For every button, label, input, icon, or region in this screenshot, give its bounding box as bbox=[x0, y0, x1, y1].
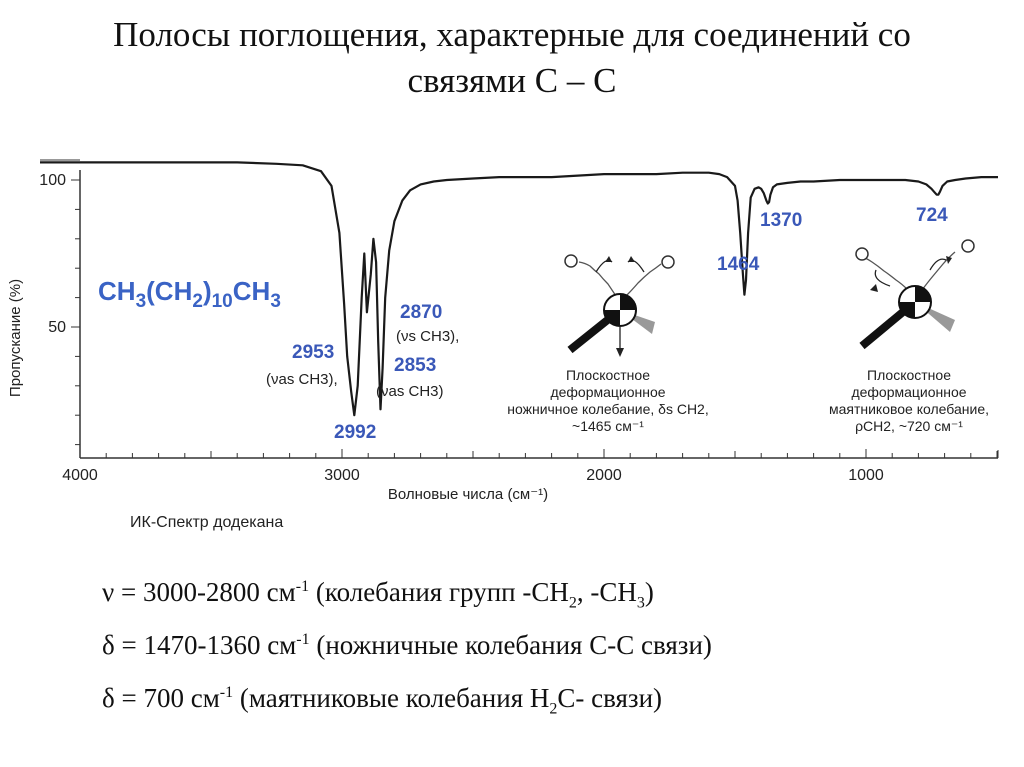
summary-sub: 3 bbox=[636, 594, 645, 612]
slide-title: Полосы поглощения, характерные для соединений со связями С – С bbox=[113, 15, 911, 100]
summary-block bbox=[102, 560, 962, 719]
rocking-caption-line: маятниковое колебание, bbox=[828, 401, 990, 417]
scissoring-caption-line: ножничное колебание, δs CH2, bbox=[507, 401, 709, 417]
summary-text: = 700 см bbox=[114, 683, 220, 713]
scissoring-caption-line: Плоскостное bbox=[566, 367, 650, 383]
summary-line-stretching bbox=[102, 560, 962, 613]
peak-label-1464: 1464 bbox=[717, 254, 760, 275]
summary-sup: -1 bbox=[296, 631, 310, 648]
scissoring-caption bbox=[507, 367, 709, 434]
summary-sup: -1 bbox=[219, 684, 234, 701]
summary-text: (маятниковые колебания H bbox=[233, 683, 550, 713]
summary-text: (ножничные колебания С-С связи) bbox=[309, 630, 712, 660]
peak-label-1370: 1370 bbox=[760, 210, 803, 231]
rocking-caption-line: ρCH2, ~720 см⁻¹ bbox=[855, 418, 963, 434]
x-tick-label: 3000 bbox=[324, 467, 360, 484]
delta-symbol: δ bbox=[102, 683, 115, 713]
x-tick-label: 1000 bbox=[848, 467, 884, 484]
peak-label-2953: 2953 bbox=[292, 342, 335, 363]
summary-text: , -CH bbox=[576, 577, 637, 607]
peak-label-724: 724 bbox=[916, 205, 948, 226]
rocking-caption bbox=[829, 367, 989, 434]
rocking-vibration-diagram bbox=[856, 240, 974, 346]
scissoring-caption-line: ~1465 см⁻¹ bbox=[572, 418, 644, 434]
summary-line-rocking bbox=[102, 666, 962, 719]
summary-sub: 2 bbox=[549, 700, 558, 718]
y-tick-marks bbox=[71, 180, 80, 445]
peak-label-2853: 2853 bbox=[394, 355, 437, 376]
rocking-caption-line: Плоскостное bbox=[867, 367, 951, 383]
spectrum-note: ИК-Спектр додекана bbox=[130, 514, 284, 531]
assignment-2853: (νas CH3) bbox=[376, 383, 444, 400]
y-tick-label: 100 bbox=[39, 172, 66, 189]
summary-text: C- связи) bbox=[557, 683, 663, 713]
peak-label-2870: 2870 bbox=[400, 302, 443, 323]
delta-symbol: δ bbox=[102, 630, 115, 660]
nu-symbol: ν bbox=[102, 577, 115, 607]
summary-text: = 1470-1360 см bbox=[114, 630, 297, 660]
summary-line-scissoring bbox=[102, 613, 962, 666]
rocking-caption-line: деформационное bbox=[851, 384, 967, 400]
x-axis-title: Волновые числа (см⁻¹) bbox=[387, 486, 549, 503]
y-axis-title: Пропускание (%) bbox=[7, 278, 24, 398]
molecular-formula: $CH_3(CH_2)_{10}CH_3$ bbox=[98, 276, 281, 312]
y-tick-label: 50 bbox=[48, 319, 66, 336]
x-tick-marks bbox=[80, 449, 997, 458]
assignment-2870: (νs CH3), bbox=[396, 328, 460, 345]
x-tick-label: 2000 bbox=[586, 467, 622, 484]
summary-text: = 3000-2800 см bbox=[114, 577, 296, 607]
summary-text: ) bbox=[644, 577, 654, 607]
assignment-2953: (νas CH3), bbox=[266, 371, 338, 388]
summary-sup: -1 bbox=[295, 578, 310, 595]
scissoring-vibration-diagram bbox=[565, 255, 674, 357]
summary-sub: 2 bbox=[568, 594, 577, 612]
peak-label-2992: 2992 bbox=[334, 422, 377, 443]
scissoring-caption-line: деформационное bbox=[550, 384, 666, 400]
x-tick-label: 4000 bbox=[62, 467, 98, 484]
summary-text: (колебания групп -CH bbox=[309, 577, 569, 607]
